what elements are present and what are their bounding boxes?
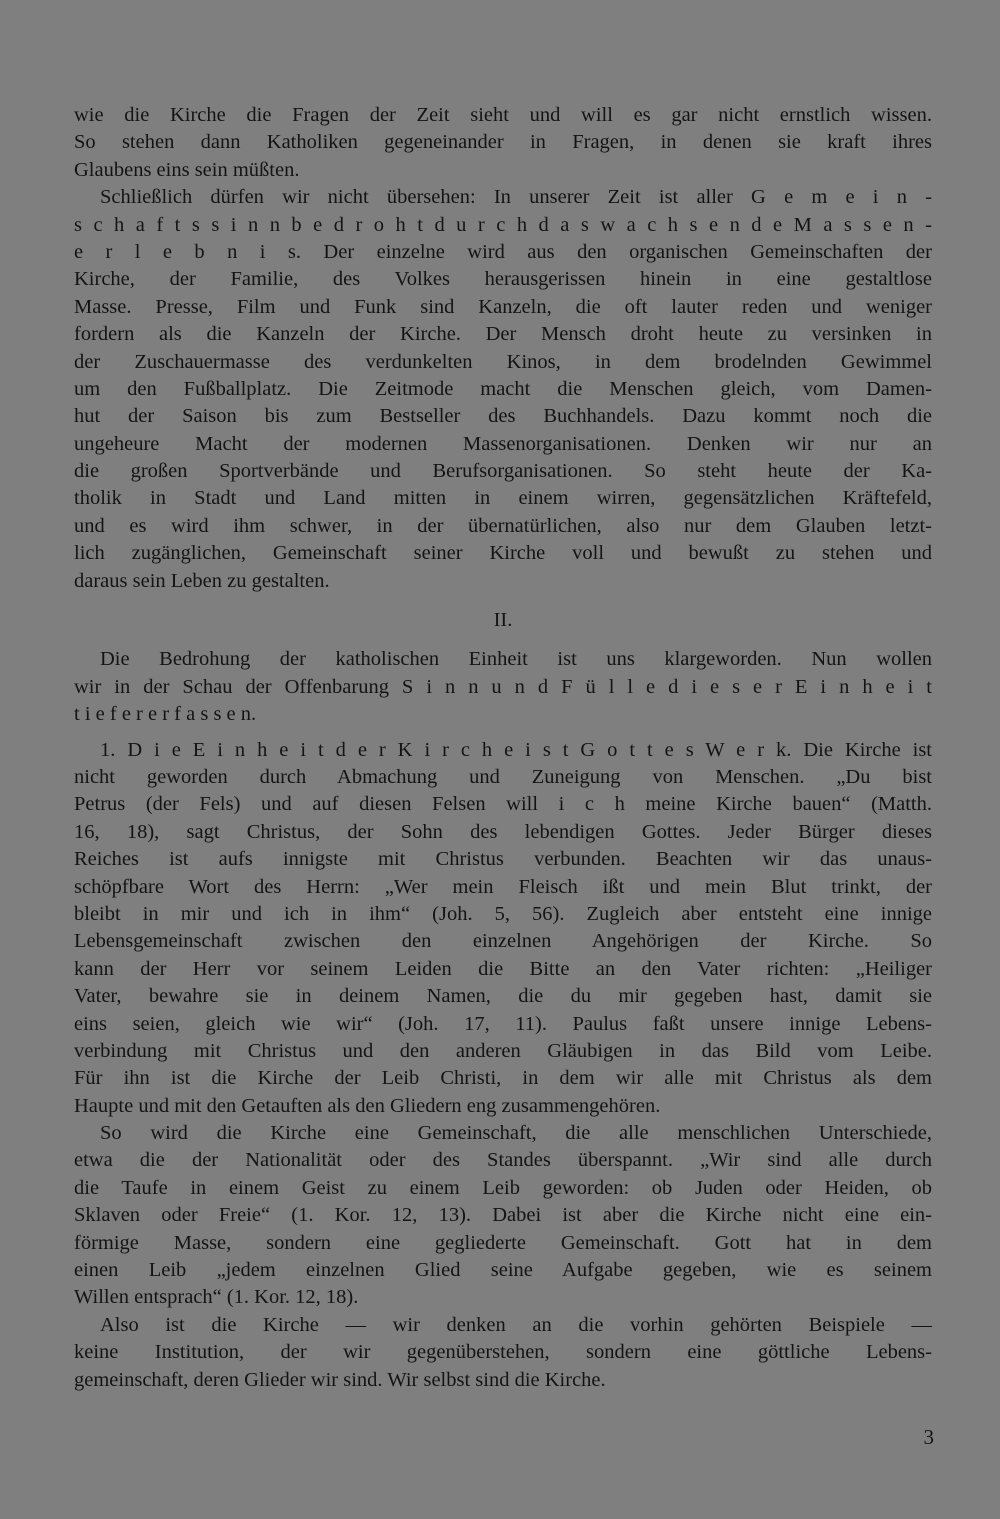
text-line: e r l e b n i s. Der einzelne wird aus den organischen Gemeinschaften der (74, 240, 932, 263)
text-line: um den Fußballplatz. Die Zeitmode macht die Menschen gleich, vom Damen- (74, 377, 932, 400)
text-line: keine Institution, der wir gegenüberstehen, sondern eine göttliche Lebens- (74, 1341, 932, 1364)
section-heading: II. (493, 609, 513, 632)
text-line: Lebensgemeinschaft zwischen den einzelnen Angehörigen der Kirche. So (74, 930, 932, 953)
text-line: förmige Masse, sondern eine gegliederte Gemeinschaft. Gott hat in dem (74, 1231, 932, 1254)
text-line: Also ist die Kirche — wir denken an die vorhin gehörten Beispiele — (100, 1313, 932, 1336)
text-line: wir in der Schau der Offenbarung S i n n u n d F ü l l e d i e s e r E i n h e i t (74, 675, 932, 698)
text-line: Willen entsprach“ (1. Kor. 12, 18). (74, 1286, 359, 1309)
text-line: Sklaven oder Freie“ (1. Kor. 12, 13). Dabei ist aber die Kirche nicht eine ein- (74, 1204, 932, 1227)
text-line: s c h a f t s s i n n b e d r o h t d u r c h d a s w a c h s e n d e M a s s e n - (74, 213, 932, 236)
text-line: nicht geworden durch Abmachung und Zuneigung von Menschen. „Du bist (74, 765, 932, 788)
text-line: verbindung mit Christus und den anderen Gläubigen in das Bild vom Leibe. (74, 1039, 932, 1062)
text-line: bleibt in mir und ich in ihm“ (Joh. 5, 56). Zugleich aber entsteht eine innige (74, 902, 932, 925)
text-line: schöpfbare Wort des Herrn: „Wer mein Fleisch ißt und mein Blut trinkt, der (74, 875, 932, 898)
text-line: Petrus (der Fels) und auf diesen Felsen will i c h meine Kirche bauen“ (Matth. (74, 793, 932, 816)
text-line: Haupte und mit den Getauften als den Gliedern eng zusammengehören. (74, 1094, 661, 1117)
text-line: daraus sein Leben zu gestalten. (74, 569, 330, 592)
text-line: der Zuschauermasse des verdunkelten Kinos, in dem brodelnden Gewimmel (74, 350, 932, 373)
text-line: einen Leib „jedem einzelnen Glied seine Aufgabe gegeben, wie es seinem (74, 1259, 932, 1282)
text-line: etwa die der Nationalität oder des Standes überspannt. „Wir sind alle durch (74, 1149, 932, 1172)
text-line: So wird die Kirche eine Gemeinschaft, die alle menschlichen Unterschiede, (100, 1122, 932, 1145)
page-text (74, 102, 932, 1394)
text-line: 1. D i e E i n h e i t d e r K i r c h e i s t G o t t e s W e r k. Die Kirche ist (100, 738, 932, 761)
paragraph-spacer (74, 729, 932, 737)
text-line: hut der Saison bis zum Bestseller des Buchhandels. Dazu kommt noch die (74, 405, 932, 428)
text-line: Für ihn ist die Kirche der Leib Christi, in dem wir alle mit Christus als dem (74, 1067, 932, 1090)
text-line: wie die Kirche die Fragen der Zeit sieht und will es gar nicht ernstlich wissen. (74, 104, 932, 126)
text-line: kann der Herr vor seinem Leiden die Bitte an den Vater richten: „Heiliger (74, 957, 932, 980)
section-spacer (74, 634, 932, 646)
text-line: Kirche, der Familie, des Volkes herausgerissen hinein in eine gestaltlose (74, 268, 932, 291)
text-line: Schließlich dürfen wir nicht übersehen: In unserer Zeit ist aller G e m e i n - (100, 186, 932, 209)
text-line: und es wird ihm schwer, in der übernatürlichen, also nur dem Glauben letzt- (74, 514, 932, 537)
text-line: tholik in Stadt und Land mitten in einem wirren, gegensätzlichen Kräftefeld, (74, 487, 932, 510)
text-line: t i e f e r e r f a s s e n. (74, 703, 257, 726)
text-line: 16, 18), sagt Christus, der Sohn des lebendigen Gottes. Jeder Bürger dieses (74, 820, 932, 843)
text-line: Masse. Presse, Film und Funk sind Kanzeln, die oft lauter reden und weniger (74, 295, 932, 318)
page-number: 3 (923, 1425, 934, 1449)
text-line: fordern als die Kanzeln der Kirche. Der Mensch droht heute zu versinken in (74, 323, 932, 346)
text-line: Vater, bewahre sie in deinem Namen, die du mir gegeben hast, damit sie (74, 985, 932, 1008)
text-line: die großen Sportverbände und Berufsorganisationen. So steht heute der Ka- (74, 460, 932, 483)
text-line: die Taufe in einem Geist zu einem Leib geworden: ob Juden oder Heiden, ob (74, 1176, 932, 1199)
section-spacer (74, 595, 932, 607)
text-line: Glaubens eins sein müßten. (74, 158, 300, 181)
text-line: eins seien, gleich wie wir“ (Joh. 17, 11). Paulus faßt unsere innige Lebens- (74, 1012, 932, 1035)
text-line: gemeinschaft, deren Glieder wir sind. Wir selbst sind die Kirche. (74, 1368, 606, 1391)
text-line: lich zugänglichen, Gemeinschaft seiner Kirche voll und bewußt zu stehen und (74, 542, 932, 565)
text-line: So stehen dann Katholiken gegeneinander in Fragen, in denen sie kraft ihres (74, 131, 932, 154)
text-line: Die Bedrohung der katholischen Einheit ist uns klargeworden. Nun wollen (100, 648, 932, 671)
text-line: Reiches ist aufs innigste mit Christus verbunden. Beachten wir das unaus- (74, 848, 932, 871)
text-line: ungeheure Macht der modernen Massenorganisationen. Denken wir nur an (74, 432, 932, 455)
